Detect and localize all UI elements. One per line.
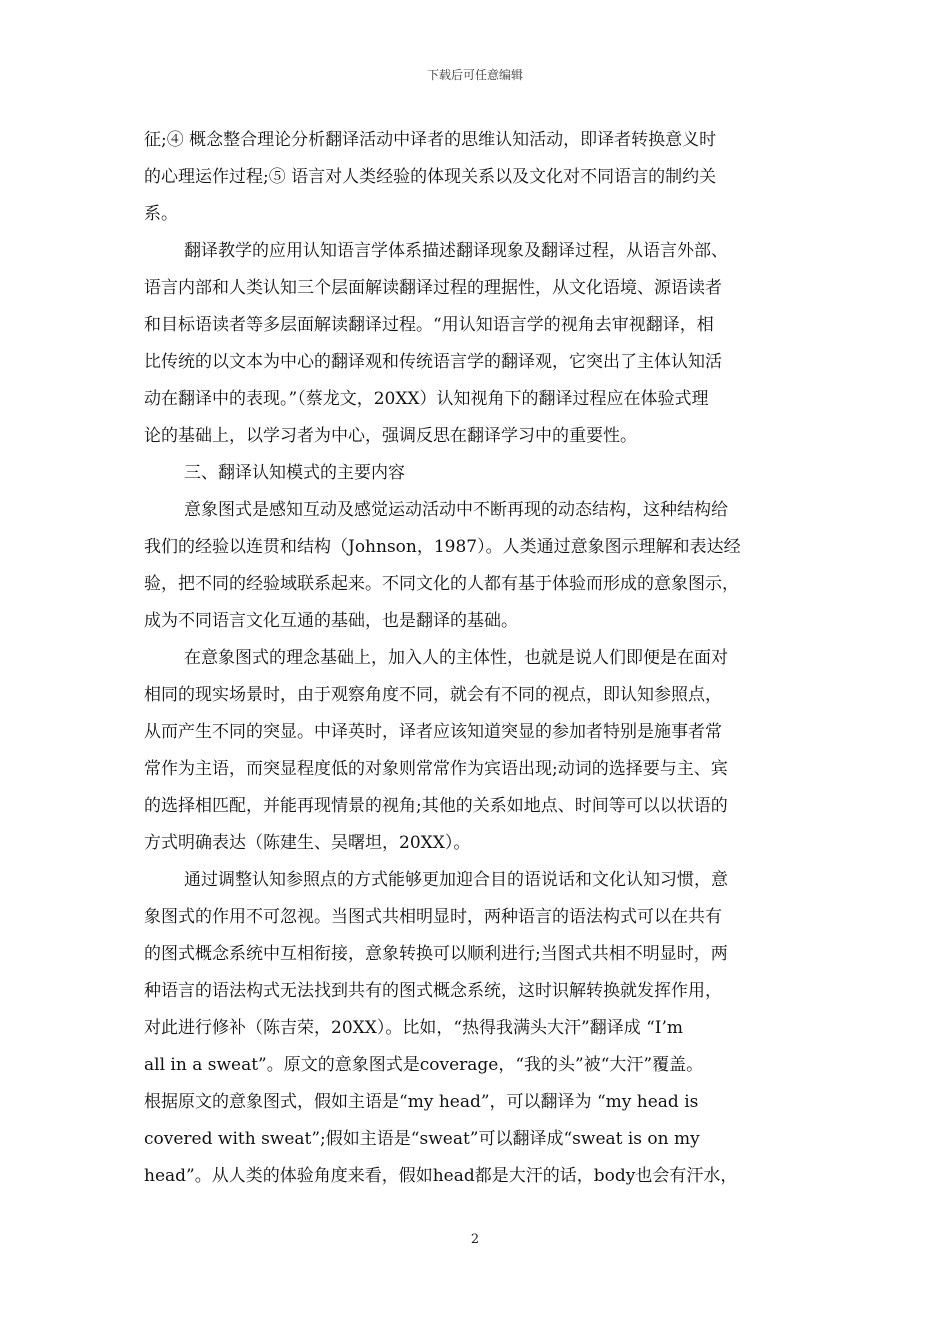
- text-line: 的图式概念系统中互相衔接，意象转换可以顺利进行;当图式共相不明显时，两: [144, 944, 728, 964]
- paragraph-start: 在意象图式的理念基础上，加入人的主体性，也就是说人们即便是在面对: [184, 648, 728, 668]
- page-header: 下载后可任意编辑: [426, 68, 523, 82]
- text-line: 论的基础上，以学习者为中心，强调反思在翻译学习中的重要性。: [144, 426, 637, 446]
- text-line: 对此进行修补（陈吉荣，20XX）。比如，“热得我满头大汗”翻译成 “I’m: [144, 1018, 684, 1038]
- text-line: 象图式的作用不可忽视。当图式共相明显时，两种语言的语法构式可以在共有: [144, 907, 722, 927]
- page-number: 2: [470, 1232, 480, 1247]
- text-line: 相同的现实场景时，由于观察角度不同，就会有不同的视点，即认知参照点，: [144, 685, 722, 705]
- text-line: all in a sweat”。原文的意象图式是coverage，“我的头”被“大汗”覆盖。: [144, 1055, 704, 1075]
- text-line: 的心理运作过程;⑤ 语言对人类经验的体现关系以及文化对不同语言的制约关: [144, 167, 717, 187]
- text-line: 语言内部和人类认知三个层面解读翻译过程的理据性，从文化语境、源语读者: [144, 278, 722, 298]
- paragraph-start: 通过调整认知参照点的方式能够更加迎合目的语说话和文化认知习惯，意: [184, 870, 728, 890]
- text-line: 系。: [144, 204, 178, 224]
- text-line: covered with sweat”;假如主语是“sweat”可以翻译成“sweat is on my: [144, 1129, 700, 1149]
- text-line: 成为不同语言文化互通的基础，也是翻译的基础。: [144, 611, 518, 631]
- text-line: 根据原文的意象图式，假如主语是“my head”，可以翻译为 “my head is: [144, 1092, 699, 1112]
- text-line: 动在翻译中的表现。”（蔡龙文，20XX）认知视角下的翻译过程应在体验式理: [144, 389, 709, 409]
- text-line: 方式明确表达（陈建生、吴曙坦，20XX）。: [144, 833, 471, 853]
- text-line: 验，把不同的经验域联系起来。不同文化的人都有基于体验而形成的意象图示，: [144, 574, 739, 594]
- document-body: [144, 122, 820, 1195]
- text-line: 常作为主语，而突显程度低的对象则常常作为宾语出现;动词的选择要与主、宾: [144, 759, 728, 779]
- text-line: 我们的经验以连贯和结构（Johnson，1987）。人类通过意象图示理解和表达经: [144, 537, 741, 557]
- paragraph-start: 翻译教学的应用认知语言学体系描述翻译现象及翻译过程，从语言外部、: [184, 241, 728, 261]
- text-line: 和目标语读者等多层面解读翻译过程。“用认知语言学的视角去审视翻译，相: [144, 315, 714, 335]
- paragraph-start: 意象图式是感知互动及感觉运动活动中不断再现的动态结构，这种结构给: [184, 500, 728, 520]
- text-line: 的选择相匹配，并能再现情景的视角;其他的关系如地点、时间等可以以状语的: [144, 796, 728, 816]
- text-line: head”。从人类的体验角度来看，假如head都是大汗的话，body也会有汗水，: [144, 1166, 738, 1186]
- text-line: 种语言的语法构式无法找到共有的图式概念系统，这时识解转换就发挥作用，: [144, 981, 722, 1001]
- text-line: 比传统的以文本为中心的翻译观和传统语言学的翻译观，它突出了主体认知活: [144, 352, 722, 372]
- section-heading: 三、翻译认知模式的主要内容: [184, 463, 405, 483]
- text-line: 从而产生不同的突显。中译英时，译者应该知道突显的参加者特别是施事者常: [144, 722, 722, 742]
- text-line: 征;④ 概念整合理论分析翻译活动中译者的思维认知活动，即译者转换意义时: [144, 130, 717, 150]
